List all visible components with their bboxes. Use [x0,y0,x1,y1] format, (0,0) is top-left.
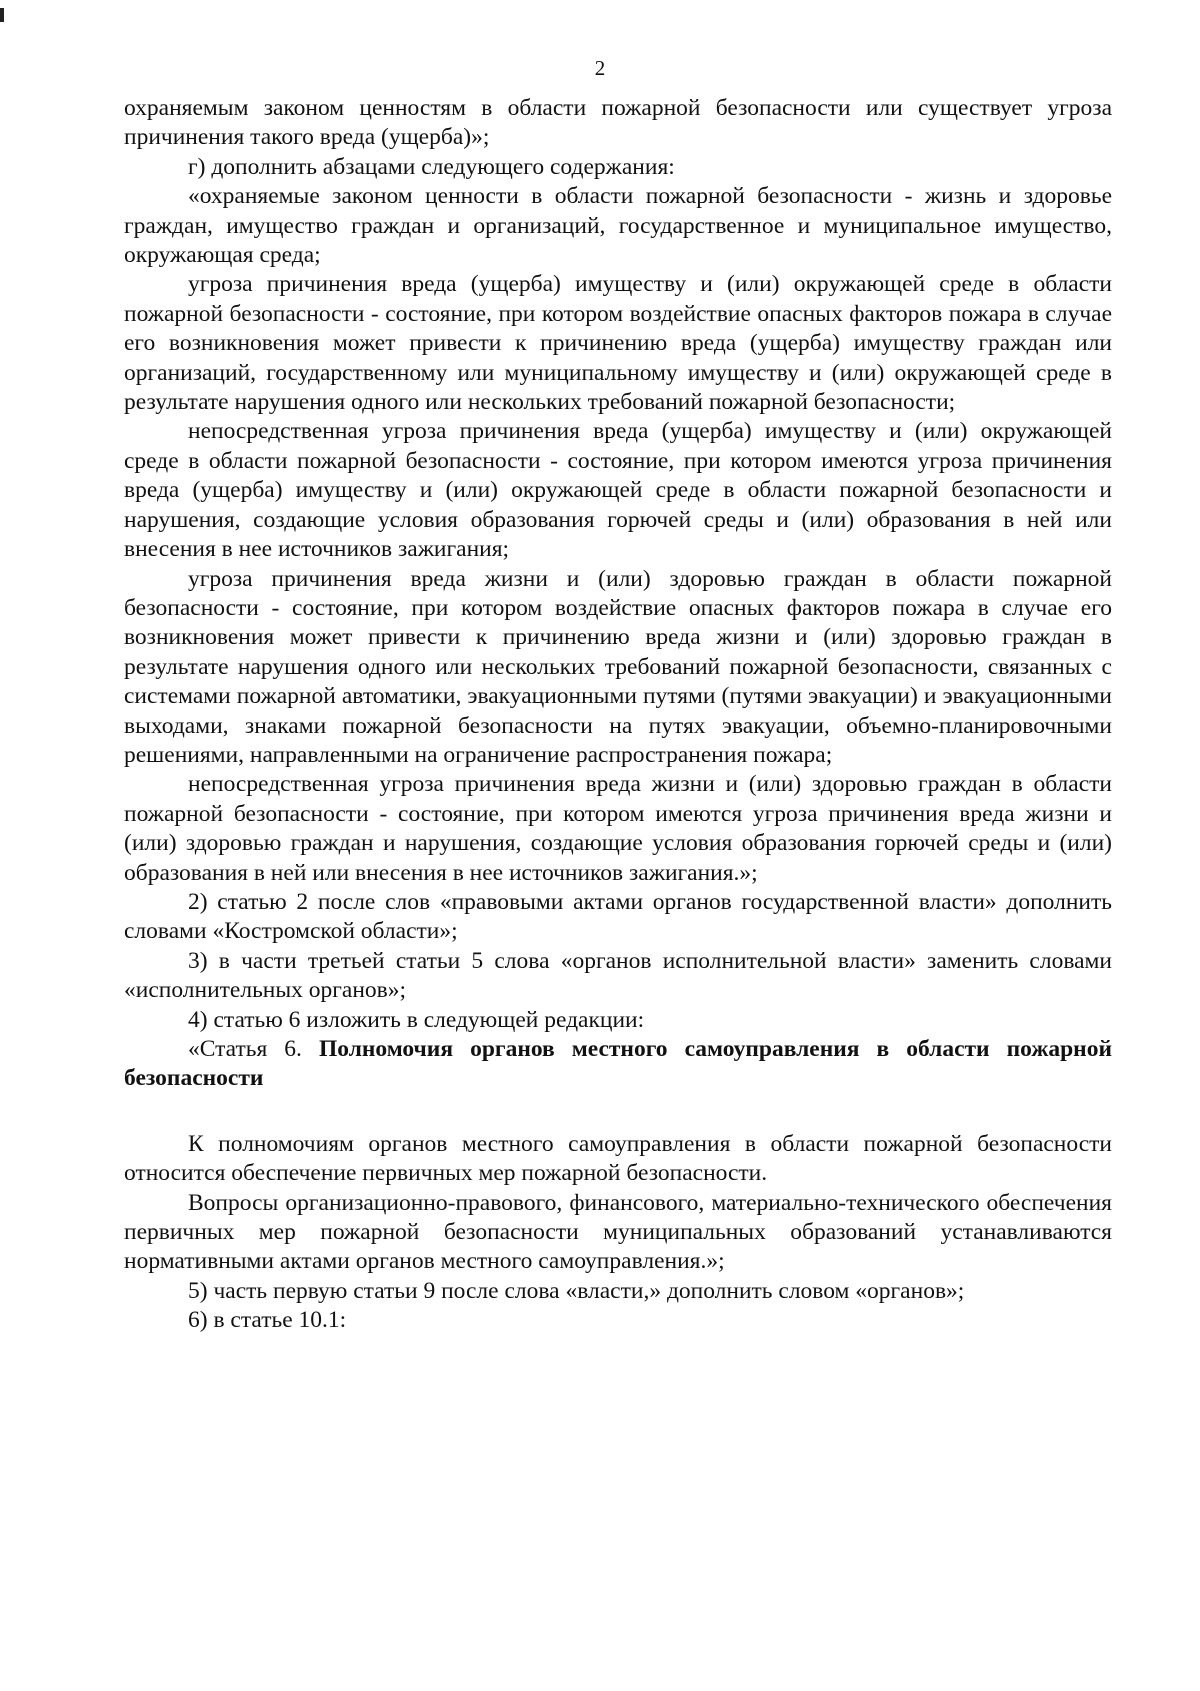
paragraph: 4) статью 6 изложить в следующей редакции: [188,1006,645,1033]
page-number: 2 [594,56,606,80]
paragraph: угроза причинения вреда (ущерба) имуществу и (или) окружающей среде в области пожарной безопасности - состояние, при котором воздействие опасных факторов пожара в случае его возникновения может привести к причинению вреда (ущерба) имуществу граждан или организаций, государственному или муниципальному имуществу и (или) окружающей среде в результате нарушения одного или нескольких требований пожарной безопасности; [124,271,1112,416]
document-body [124,94,1112,1336]
scan-artifact [0,8,4,22]
article-number: «Статья 6. [188,1036,302,1062]
spacer [124,1094,1112,1130]
paragraph: непосредственная угроза причинения вреда (ущерба) имуществу и (или) окружающей среде в области пожарной безопасности - состояние, при котором имеются угроза причинения вреда (ущерба) имуществу и (или) окружающей среде в области пожарной безопасности и нарушения, создающие условия образования горючей среды и (или) образования в ней или внесения в нее источников зажигания; [124,418,1112,563]
article-heading [124,1035,1112,1094]
paragraph: «охраняемые законом ценности в области пожарной безопасности - жизнь и здоровье граждан, имущество граждан и организаций, государственное и муниципальное имущество, окружающая среда; [124,183,1112,269]
paragraph: К полномочиям органов местного самоуправления в области пожарной безопасности относится обеспечение первичных мер пожарной безопасности. [124,1130,1112,1187]
paragraph-continued: охраняемым законом ценностям в области пожарной безопасности или существует угроза причинения такого вреда (ущерба)»; [124,95,1112,151]
paragraph: 5) часть первую статьи 9 после слова «власти,» дополнить словом «органов»; [188,1277,965,1304]
paragraph: 2) статью 2 после слов «правовыми актами органов государственной власти» дополнить словами «Костромской области»; [124,888,1112,945]
paragraph: угроза причинения вреда жизни и (или) здоровью граждан в области пожарной безопасности - состояние, при котором воздействие опасных факторов пожара в случае его возникновения может привести к причинению вреда жизни и (или) здоровью граждан в результате нарушения одного или нескольких требований пожарной безопасности, связанных с системами пожарной автоматики, эвакуационными путями (путями эвакуации) и эвакуационными выходами, знаками пожарной безопасности на путях эвакуации, объемно-планировочными решениями, направленными на ограничение распространения пожара; [124,565,1112,768]
paragraph: 6) в статье 10.1: [188,1307,347,1334]
paragraph: 3) в части третьей статьи 5 слова «органов исполнительной власти» заменить словами «исполнительных органов»; [124,947,1112,1004]
paragraph: непосредственная угроза причинения вреда жизни и (или) здоровью граждан в области пожарной безопасности - состояние, при котором имеются угроза причинения вреда жизни и (или) здоровью граждан и нарушения, создающие условия образования горючей среды и (или) образования в ней или внесения в нее источников зажигания.»; [124,771,1112,886]
paragraph: Вопросы организационно-правового, финансового, материально-технического обеспечения первичных мер пожарной безопасности муниципальных образований устанавливаются нормативными актами органов местного самоуправления.»; [124,1189,1112,1275]
article-title: Полномочия органов местного самоуправления в области пожарной безопасности [124,1036,1113,1092]
paragraph: г) дополнить абзацами следующего содержания: [188,153,675,180]
